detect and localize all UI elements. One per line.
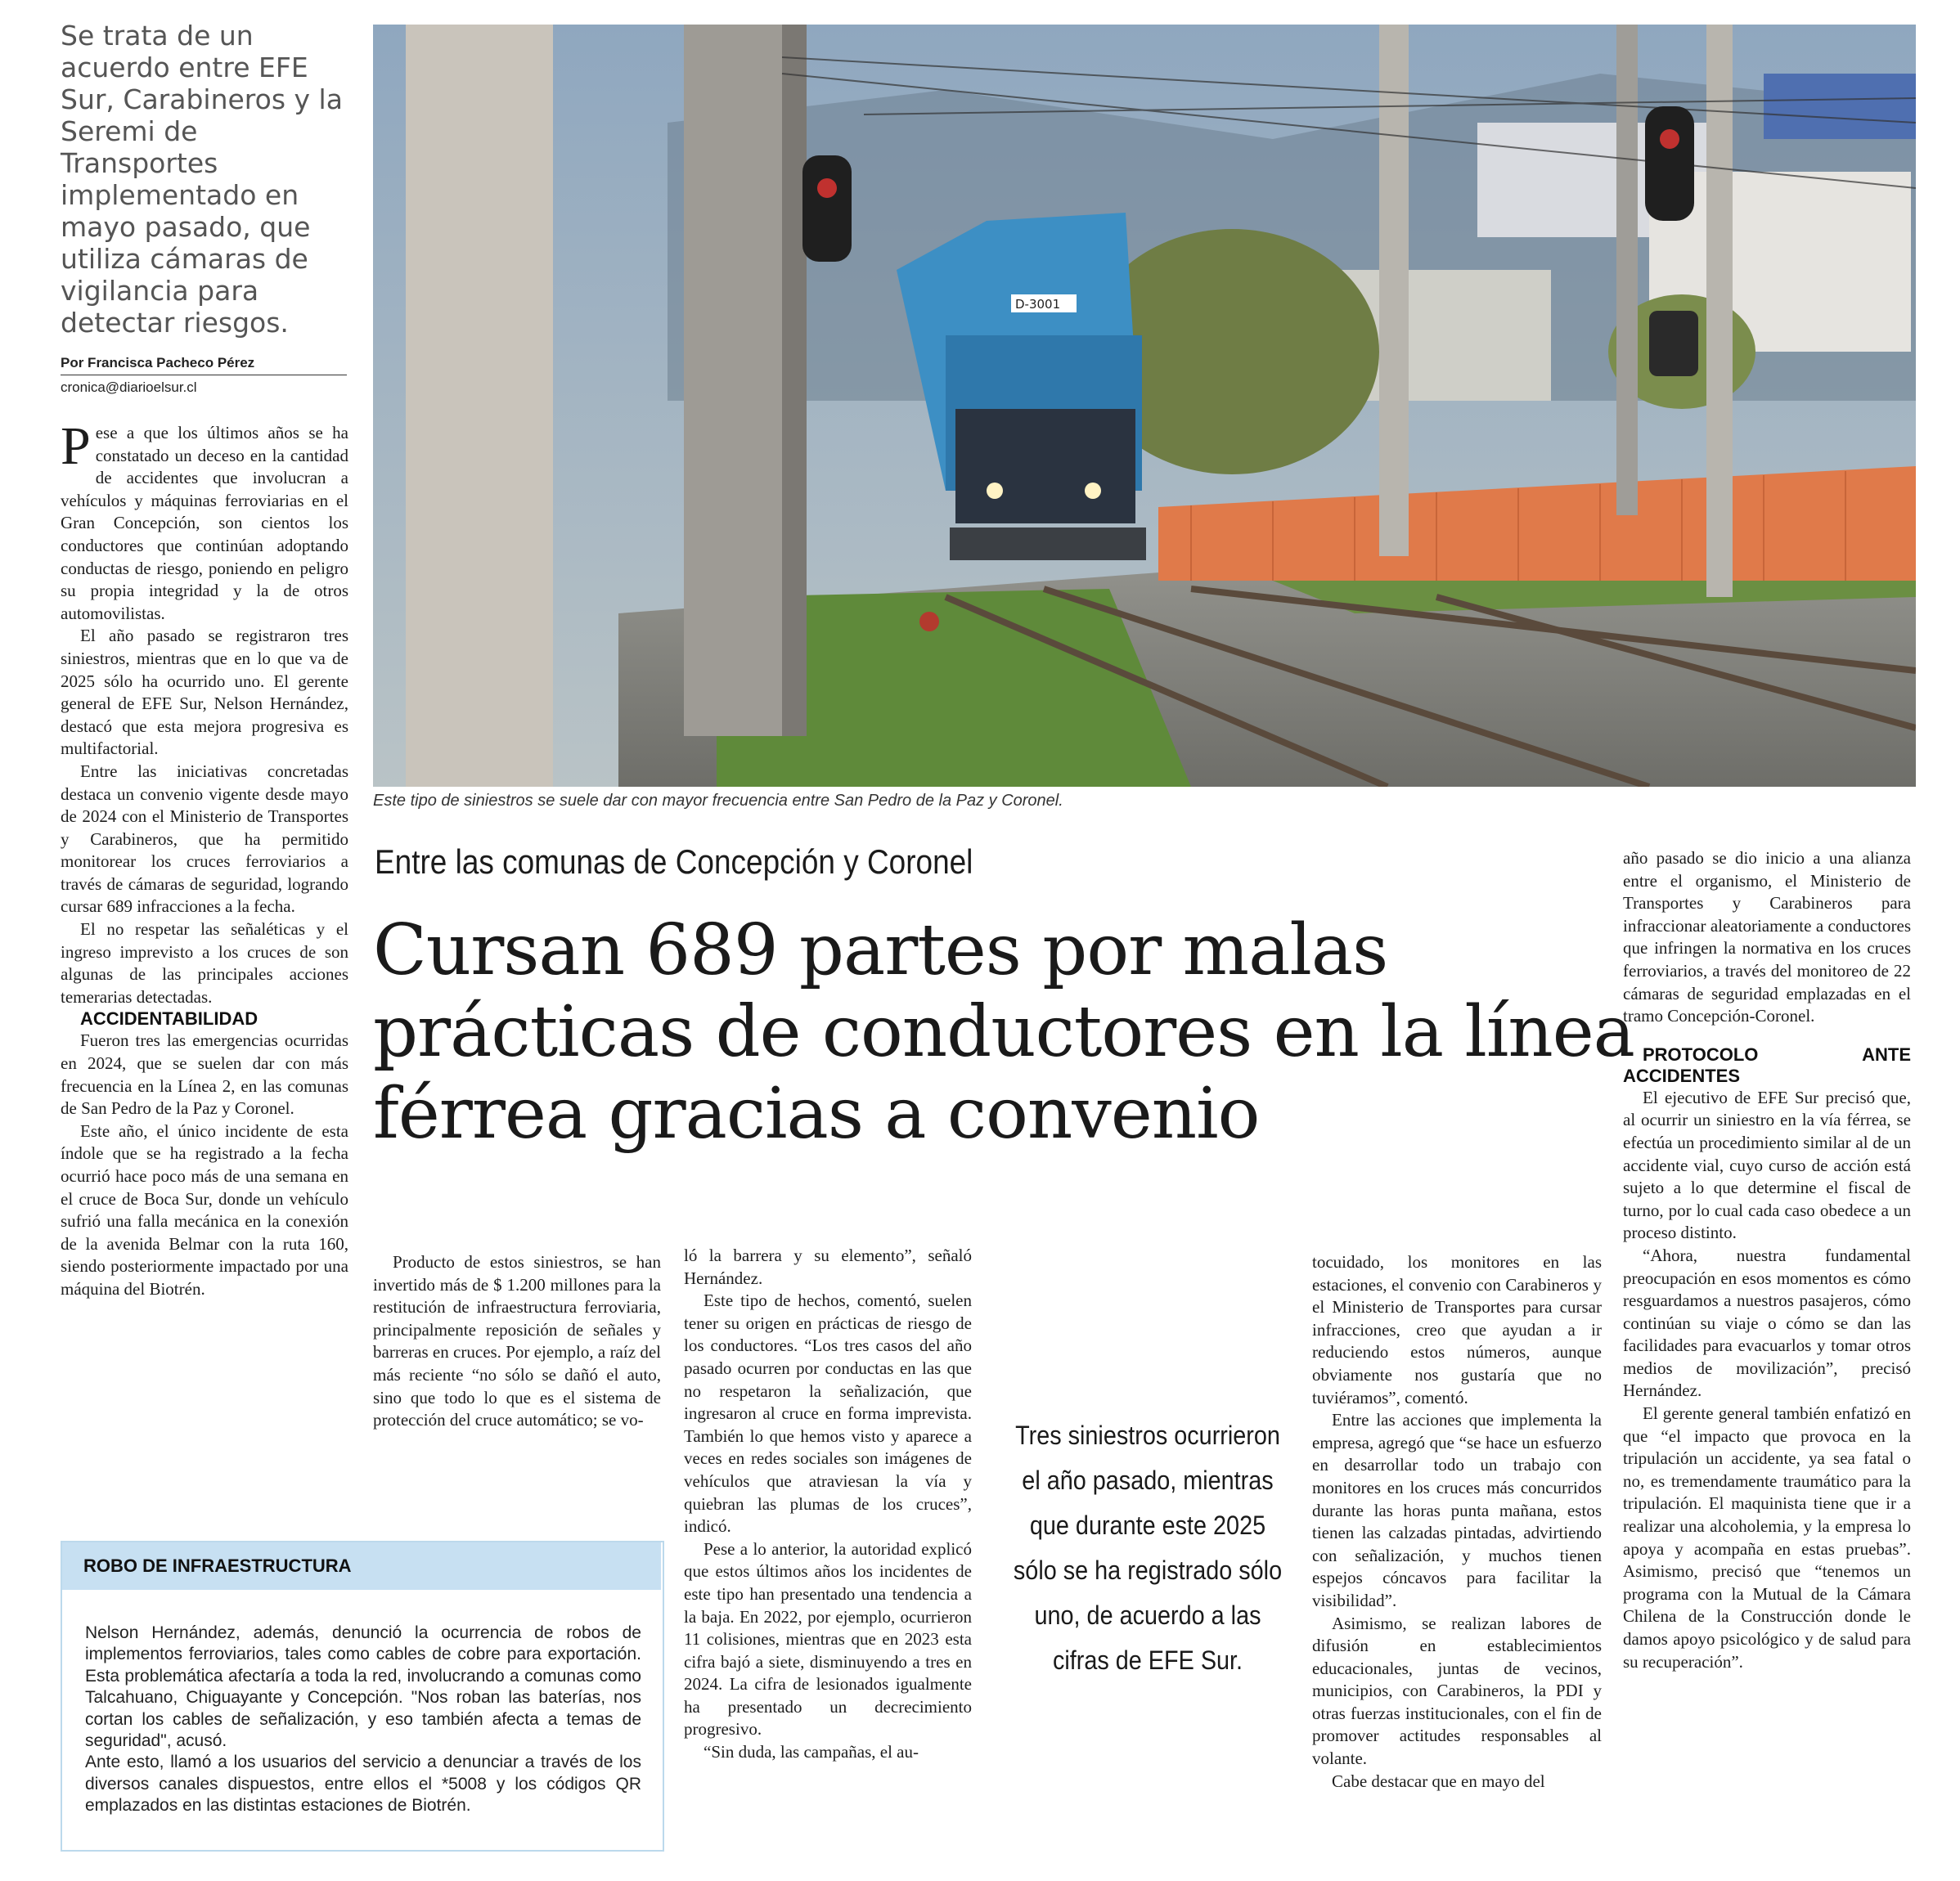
sidebar-body: [85, 1623, 641, 1817]
paragraph: Este año, el único incidente de esta índole que se ha registrado a la fecha ocurrió hace poco más de una semana en el cruce de Boca Sur, donde un vehículo sufrió una falla mecánica en la conexión de la avenida Belmar con la ruta 160, siendo posteriormente impactado por una máquina del Biotrén.: [61, 1120, 348, 1299]
paragraph: Pese a lo anterior, la autoridad explicó que estos últimos años los incidentes de este tipo han presentado una tendencia a la baja. En 2022, por ejemplo, ocurrieron 11 colisiones, mientras que en 2023 esta cifra bajó a siete, disminuyendo a tres en 2024. La cifra de lesionados igualmente ha presentado un decrecimiento progresivo.: [684, 1538, 972, 1740]
opening-paragraph: Pese a que los últimos años se ha constatado un deceso en la cantidad de accidentes que involucran a vehículos y máquinas ferroviarias en el Gran Concepción, son cientos los conductores que continúan adoptando conductas de riesgo, poniendo en peligro su propia integridad y la de otros automovilistas.: [61, 416, 348, 623]
subhead-protocolo: PROTOCOLO ANTE ACCIDENTES: [1623, 1044, 1911, 1086]
paragraph: El ejecutivo de EFE Sur precisó que, al ocurrir un siniestro en la vía férrea, se efectúa un procedimiento similar al de un accidente vial, cuyo curso de acción está sujeto a lo que determine el fiscal de turno, por lo cual cada caso obedece a un proceso distinto.: [1623, 1087, 1911, 1243]
article-column-3: [684, 1245, 972, 1764]
paragraph: ló la barrera y su elemento”, señaló Hernández.: [684, 1246, 972, 1288]
kicker: Entre las comunas de Concepción y Coronel: [375, 842, 973, 881]
paragraph: El año pasado se registraron tres siniestros, mientras que en lo que va de 2025 sólo ha ocurrido uno. El gerente general de EFE Sur, Nelson Hernández, destacó que esta mejora progresiva es multifactorial.: [61, 626, 348, 759]
paragraph: Este tipo de hechos, comentó, suelen tener su origen en prácticas de riesgo de los conductores. “Los tres casos del año pasado ocurren por conductas en las que no respetaron la señalización, que ingresaron al cruce en forma imprevista. También lo que hemos visto y aparece a veces en redes sociales son imágenes de vehículos que atraviesan la vía y quiebran las plumas de los cruces”, indicó.: [684, 1291, 972, 1537]
author-email: cronica@diarioelsur.cl: [61, 379, 197, 395]
byline: Por Francisca Pacheco Pérez: [61, 355, 347, 375]
paragraph: Entre las acciones que implementa la empresa, agregó que “se hace un esfuerzo en desarrollar todo un trabajo con monitores en los cruces más concurridos durante las horas punta mañana, estos tienen las calzadas pintadas, advirtiendo con señalización, y muchos tienen espejos cóncavos para facilitar la visibilidad”.: [1312, 1410, 1602, 1610]
article-column-5: [1623, 847, 1911, 1673]
paragraph: Asimismo, se realizan labores de difusión en establecimientos educacionales, juntas de vecinos, municipios, con Carabineros, la PDI y otras fuerzas institucionales, con el fin de promover actitudes responsables al volante.: [1312, 1613, 1602, 1769]
article-summary: Se trata de un acuerdo entre EFE Sur, Carabineros y la Seremi de Transportes implementado en mayo pasado, que utiliza cámaras de vigilancia para detectar riesgos.: [61, 20, 343, 339]
paragraph: “Ahora, nuestra fundamental preocupación en esos momentos es cómo resguardamos a nuestros pasajeros, cómo continúan su viaje o cómo se dan las facilidades para evacuarlos y tomar otros medios de movilización”, precisó Hernández.: [1623, 1245, 1911, 1401]
paragraph: El gerente general también enfatizó en que “el impacto que provoca en la tripulación un accidente, ya sea fatal o no, es tremendamente traumático para la tripulación. El maquinista tiene que ir a realizar una alcoholemia, y la empresa lo apoya y acompaña en estas pruebas”. Asimismo, precisó que “tenemos un programa con la Mutual de la Cámara Chilena de la Construcción donde le damos apoyo psicológico y de salud para su recuperación”.: [1623, 1403, 1911, 1672]
sidebar-paragraph: Nelson Hernández, además, denunció la ocurrencia de robos de implementos ferroviarios, tales como cables de cobre para exportación. Esta problemática afectaría a toda la red, involucrando a comunas como Talcahuano, Chiguayante y Concepción. "Nos roban las baterías, nos cortan los cables de señalización, y eso también afecta a temas de seguridad", acusó.: [85, 1623, 641, 1751]
article-column-4: [1312, 1251, 1602, 1793]
article-column-1: [61, 416, 348, 1301]
paragraph: Fueron tres las emergencias ocurridas en 2024, que se suelen dar con más frecuencia en la Línea 2, en las comunas de San Pedro de la Paz y Coronel.: [61, 1030, 348, 1119]
drop-cap: P: [61, 416, 91, 476]
paragraph: Entre las iniciativas concretadas destaca un convenio vigente desde mayo de 2024 con el Ministerio de Transportes y Carabineros, que ha permitido monitorear los cruces ferroviarios a través de cámaras de seguridad, logrando cursar 689 infracciones a la fecha.: [61, 761, 348, 917]
paragraph: año pasado se dio inicio a una alianza entre el organismo, el Ministerio de Transportes y Carabineros para infraccionar aleatoriamente a conductores que infringen la normativa en los cruces ferroviarios, a través del monitoreo de 22 cámaras de seguridad emplazadas en el tramo Concepción-Coronel.: [1623, 848, 1911, 1026]
sidebar-paragraph: Ante esto, llamó a los usuarios del servicio a denunciar a través de los diversos canales dispuestos, entre ellos el *5008 y los códigos QR emplazados en las distintas estaciones de Biotrén.: [85, 1753, 641, 1816]
locomotive-number: D-3001: [1015, 297, 1061, 312]
article-column-2: [373, 1251, 661, 1432]
train-photo: [373, 25, 1916, 787]
sidebar-title: ROBO DE INFRAESTRUCTURA: [83, 1556, 352, 1576]
paragraph: tocuidado, los monitores en las estaciones, el convenio con Carabineros y el Ministerio de Transportes para cursar infracciones, creo que ayudan a ir reduciendo estos números, aunque obviamente nos gustaría que no tuviéramos”, comentó.: [1312, 1252, 1602, 1407]
paragraph: Cabe destacar que en mayo del: [1332, 1771, 1545, 1791]
photo-caption: Este tipo de siniestros se suele dar con mayor frecuencia entre San Pedro de la Paz y Coronel.: [373, 792, 1063, 810]
paragraph: El no respetar las señaléticas y el ingreso imprevisto a los cruces de son algunas de las principales acciones temerarias detectadas.: [61, 919, 348, 1007]
pull-quote: Tres siniestros ocurrieron el año pasado, mientras que durante este 2025 sólo se ha registrado sólo uno, de acuerdo a las cifras de EFE Sur.: [1013, 1421, 1283, 1675]
paragraph: Producto de estos siniestros, se han invertido más de $ 1.200 millones para la restitución de infraestructura ferroviaria, principalmente reposición de señales y barreras en cruces. Por ejemplo, a raíz del más reciente “no sólo se dañó el auto, sino que todo lo que es el sistema de protección del cruce automático; se vo-: [373, 1252, 661, 1430]
subhead-accidentabilidad: ACCIDENTABILIDAD: [80, 1008, 258, 1030]
paragraph: “Sin duda, las campañas, el au-: [704, 1742, 919, 1762]
headline: Cursan 689 partes por malas prácticas de conductores en la línea férrea gracias a convenio: [373, 909, 1634, 1155]
train-photo-illustration: [373, 25, 1916, 787]
